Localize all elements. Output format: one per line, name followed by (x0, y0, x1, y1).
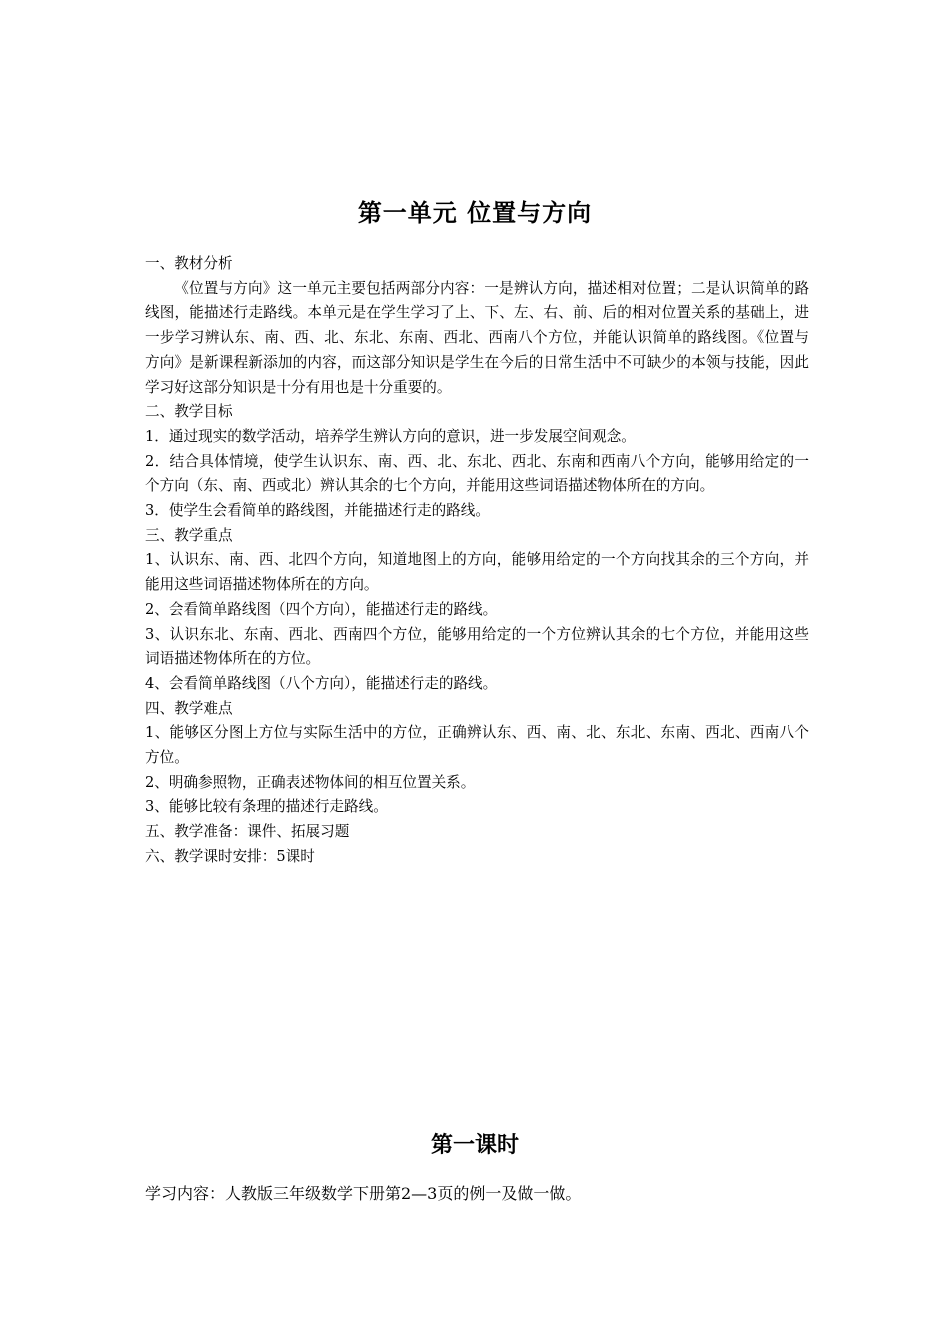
paragraph: 六、教学课时安排：5课时 (145, 847, 315, 865)
paragraph: 3、认识东北、东南、西北、西南四个方位，能够用给定的一个方位辨认其余的七个方位，并能用这些词语描述物体所在的方位。 (145, 625, 809, 668)
unit-title: 第一单元 位置与方向 (357, 199, 593, 227)
paragraph: 2．结合具体情境，使学生认识东、南、西、北、东北、西北、东南和西南八个方向，能够用给定的一个方向（东、南、西或北）辨认其余的七个方向，并能用这些词语描述物体所在的方向。 (145, 452, 809, 495)
paragraph: 1、能够区分图上方位与实际生活中的方位，正确辨认东、西、南、北、东北、东南、西北、西南八个方位。 (145, 724, 809, 767)
paragraph: 五、教学准备：课件、拓展习题 (145, 823, 350, 841)
paragraph: 二、教学目标 (145, 403, 233, 421)
paragraph: 1．通过现实的数学活动，培养学生辨认方向的意识，进一步发展空间观念。 (145, 427, 636, 445)
paragraph: 《位置与方向》这一单元主要包括两部分内容：一是辨认方向，描述相对位置；二是认识简单的路线图，能描述行走路线。本单元是在学生学习了上、下、左、右、前、后的相对位置关系的基础上，进一步学习辨认东、南、西、北、东北、东南、西北、西南八个方位，并能认识简单的路线图。《位置与方向》是新课程新添加的内容，而这部分知识是学生在今后的日常生活中不可缺少的本领与技能，因此学习好这部分知识是十分有用也是十分重要的。 (145, 279, 809, 396)
paragraph: 四、教学难点 (145, 699, 233, 717)
paragraph: 1、认识东、南、西、北四个方向，知道地图上的方向，能够用给定的一个方向找其余的三个方向，并能用这些词语描述物体所在的方向。 (145, 551, 809, 594)
lesson-content: 学习内容：人教版三年级数学下册第2—3页的例一及做一做。 (145, 1184, 582, 1203)
paragraph: 3、能够比较有条理的描述行走路线。 (145, 798, 388, 816)
paragraph: 一、教材分析 (145, 255, 233, 272)
paragraph: 2、会看简单路线图（四个方向），能描述行走的路线。 (145, 600, 498, 618)
lesson-title: 第一课时 (430, 1133, 519, 1158)
paragraph: 4、会看简单路线图（八个方向），能描述行走的路线。 (145, 674, 498, 692)
paragraph: 三、教学重点 (145, 526, 233, 544)
paragraph: 3．使学生会看简单的路线图，并能描述行走的路线。 (145, 502, 490, 520)
paragraph: 2、明确参照物，正确表述物体间的相互位置关系。 (145, 773, 476, 791)
unit-body (145, 252, 809, 870)
